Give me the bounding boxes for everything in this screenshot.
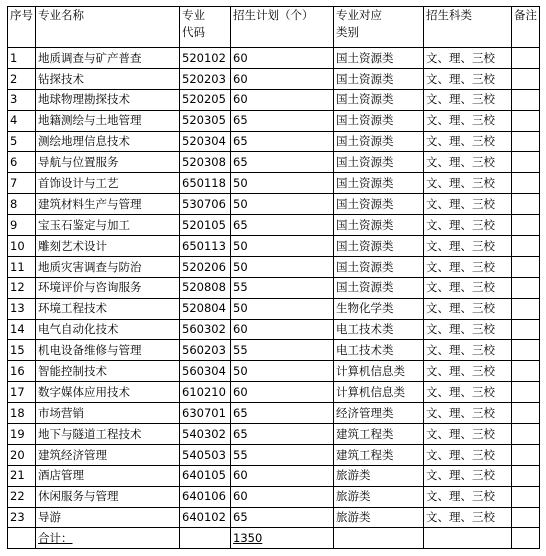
remarks-cell [512,194,540,215]
enrollment-plan-cell: 50 [231,298,334,319]
enrollment-plan-cell: 65 [231,110,334,131]
major-code-cell: 520205 [180,89,231,110]
table-row [8,131,540,152]
major-category-cell: 经济管理类 [334,403,424,424]
enrollment-subjects-cell: 文、理、三校 [424,131,512,152]
table-row [8,444,540,465]
major-category-cell: 电工技术类 [334,319,424,340]
major-code-cell: 540503 [180,444,231,465]
serial-number-cell: 11 [8,256,36,277]
enrollment-subjects-cell: 文、理、三校 [424,173,512,194]
enrollment-plan-cell: 50 [231,236,334,257]
enrollment-plan-cell: 65 [231,424,334,445]
major-category-cell: 国土资源类 [334,256,424,277]
enrollment-plan-cell: 65 [231,403,334,424]
major-name-cell: 钻探技术 [36,68,180,89]
major-code-cell: 610210 [180,382,231,403]
major-name-cell: 地球物理勘探技术 [36,89,180,110]
enrollment-plan-cell: 60 [231,319,334,340]
serial-number-cell: 3 [8,89,36,110]
header-major-code-line1: 专业 [182,8,205,22]
major-name-cell: 地籍测绘与土地管理 [36,110,180,131]
major-name-cell: 智能控制技术 [36,361,180,382]
major-name-cell: 环境工程技术 [36,298,180,319]
major-name-cell: 地质灾害调查与防治 [36,256,180,277]
major-code-cell: 520308 [180,152,231,173]
table-row [8,215,540,236]
total-empty-cell [512,528,540,549]
enrollment-subjects-cell: 文、理、三校 [424,507,512,528]
remarks-cell [512,444,540,465]
remarks-cell [512,340,540,361]
serial-number-cell: 23 [8,507,36,528]
table-row [8,68,540,89]
table-row [8,89,540,110]
major-name-cell: 地下与隧道工程技术 [36,424,180,445]
major-code-cell: 650118 [180,173,231,194]
remarks-cell [512,48,540,69]
enrollment-plan-cell: 55 [231,444,334,465]
major-name-cell: 首饰设计与工艺 [36,173,180,194]
major-name-cell: 导游 [36,507,180,528]
table-row [8,173,540,194]
enrollment-subjects-cell: 文、理、三校 [424,465,512,486]
major-code-cell: 530706 [180,194,231,215]
header-enrollment-subjects [424,7,512,48]
serial-number-cell: 19 [8,424,36,445]
major-category-cell: 建筑工程类 [334,444,424,465]
serial-number-cell: 10 [8,236,36,257]
remarks-cell [512,361,540,382]
major-category-cell: 国土资源类 [334,277,424,298]
enrollment-subjects-cell: 文、理、三校 [424,110,512,131]
enrollment-subjects-cell: 文、理、三校 [424,424,512,445]
enrollment-plan-cell: 60 [231,465,334,486]
serial-number-cell: 4 [8,110,36,131]
major-name-cell: 电气自动化技术 [36,319,180,340]
table-row [8,256,540,277]
remarks-cell [512,152,540,173]
major-category-cell: 国土资源类 [334,194,424,215]
major-name-cell: 测绘地理信息技术 [36,131,180,152]
major-category-cell: 计算机信息类 [334,361,424,382]
remarks-cell [512,277,540,298]
serial-number-cell: 14 [8,319,36,340]
remarks-cell [512,507,540,528]
table-header [8,7,540,48]
major-category-cell: 旅游类 [334,507,424,528]
total-empty-cell [334,528,424,549]
enrollment-subjects-cell: 文、理、三校 [424,256,512,277]
enrollment-plan-cell: 50 [231,173,334,194]
major-category-cell: 国土资源类 [334,215,424,236]
table-row [8,465,540,486]
major-name-cell: 数字媒体应用技术 [36,382,180,403]
serial-number-cell: 16 [8,361,36,382]
table-row [8,361,540,382]
remarks-cell [512,131,540,152]
major-category-cell: 国土资源类 [334,236,424,257]
header-major-category-line2: 类别 [336,25,359,39]
serial-number-cell: 9 [8,215,36,236]
header-enrollment-subjects-text: 招生科类 [426,8,472,22]
remarks-cell [512,68,540,89]
enrollment-subjects-cell: 文、理、三校 [424,277,512,298]
serial-number-cell: 12 [8,277,36,298]
major-code-cell: 520206 [180,256,231,277]
enrollment-subjects-cell: 文、理、三校 [424,215,512,236]
enrollment-subjects-cell: 文、理、三校 [424,298,512,319]
header-major-category-line1: 专业对应 [336,8,382,22]
table-row [8,152,540,173]
table-footer [8,528,540,549]
major-code-cell: 520305 [180,110,231,131]
serial-number-cell: 6 [8,152,36,173]
enrollment-plan-cell: 65 [231,152,334,173]
major-category-cell: 国土资源类 [334,89,424,110]
total-empty-cell [180,528,231,549]
major-name-cell: 市场营销 [36,403,180,424]
major-category-cell: 计算机信息类 [334,382,424,403]
serial-number-cell: 21 [8,465,36,486]
header-enrollment-plan-text: 招生计划（个） [233,8,314,22]
table-row [8,236,540,257]
enrollment-plan-cell: 60 [231,89,334,110]
remarks-cell [512,236,540,257]
remarks-cell [512,382,540,403]
major-name-cell: 宝玉石鉴定与加工 [36,215,180,236]
major-name-cell: 地质调查与矿产普查 [36,48,180,69]
enrollment-subjects-cell: 文、理、三校 [424,236,512,257]
enrollment-subjects-cell: 文、理、三校 [424,361,512,382]
major-name-cell: 机电设备维修与管理 [36,340,180,361]
enrollment-plan-table [7,6,540,549]
table-row [8,298,540,319]
serial-number-cell: 2 [8,68,36,89]
major-code-cell: 630701 [180,403,231,424]
serial-number-cell: 20 [8,444,36,465]
total-empty-cell [8,528,36,549]
enrollment-plan-cell: 55 [231,277,334,298]
major-code-cell: 520304 [180,131,231,152]
total-value: 1350 [233,531,263,546]
major-category-cell: 国土资源类 [334,68,424,89]
total-row [8,528,540,549]
table-row [8,486,540,507]
remarks-cell [512,173,540,194]
enrollment-subjects-cell: 文、理、三校 [424,340,512,361]
major-category-cell: 旅游类 [334,465,424,486]
table-row [8,507,540,528]
table-row [8,382,540,403]
header-remarks [512,7,540,48]
major-code-cell: 560203 [180,340,231,361]
table-row [8,277,540,298]
table-row [8,340,540,361]
table-row [8,48,540,69]
serial-number-cell: 22 [8,486,36,507]
serial-number-cell: 18 [8,403,36,424]
enrollment-subjects-cell: 文、理、三校 [424,152,512,173]
enrollment-plan-cell: 60 [231,382,334,403]
major-category-cell: 旅游类 [334,486,424,507]
table-row [8,194,540,215]
enrollment-subjects-cell: 文、理、三校 [424,444,512,465]
enrollment-subjects-cell: 文、理、三校 [424,403,512,424]
remarks-cell [512,403,540,424]
major-name-cell: 休闲服务与管理 [36,486,180,507]
enrollment-subjects-cell: 文、理、三校 [424,382,512,403]
enrollment-plan-cell: 55 [231,340,334,361]
table-row [8,403,540,424]
major-name-cell: 建筑材料生产与管理 [36,194,180,215]
table-row [8,319,540,340]
major-code-cell: 650113 [180,236,231,257]
major-category-cell: 国土资源类 [334,110,424,131]
table-body [8,48,540,528]
major-code-cell: 560302 [180,319,231,340]
serial-number-cell: 17 [8,382,36,403]
major-code-cell: 560304 [180,361,231,382]
header-serial-number [8,7,36,48]
major-category-cell: 国土资源类 [334,48,424,69]
enrollment-plan-container [7,6,540,549]
serial-number-cell: 5 [8,131,36,152]
enrollment-subjects-cell: 文、理、三校 [424,319,512,340]
major-code-cell: 640105 [180,465,231,486]
enrollment-plan-cell: 65 [231,507,334,528]
major-category-cell: 国土资源类 [334,131,424,152]
enrollment-subjects-cell: 文、理、三校 [424,68,512,89]
serial-number-cell: 1 [8,48,36,69]
header-major-code-line2: 代码 [182,25,205,39]
total-value-cell [231,528,334,549]
enrollment-plan-cell: 50 [231,361,334,382]
major-category-cell: 国土资源类 [334,152,424,173]
major-name-cell: 导航与位置服务 [36,152,180,173]
remarks-cell [512,256,540,277]
major-code-cell: 520102 [180,48,231,69]
serial-number-cell: 13 [8,298,36,319]
total-label-cell [36,528,180,549]
header-major-code [180,7,231,48]
enrollment-subjects-cell: 文、理、三校 [424,486,512,507]
major-category-cell: 电工技术类 [334,340,424,361]
header-enrollment-plan [231,7,334,48]
major-name-cell: 酒店管理 [36,465,180,486]
remarks-cell [512,89,540,110]
header-major-name [36,7,180,48]
remarks-cell [512,486,540,507]
serial-number-cell: 7 [8,173,36,194]
major-code-cell: 640102 [180,507,231,528]
enrollment-plan-cell: 60 [231,48,334,69]
enrollment-subjects-cell: 文、理、三校 [424,194,512,215]
remarks-cell [512,298,540,319]
enrollment-plan-cell: 60 [231,68,334,89]
remarks-cell [512,215,540,236]
remarks-cell [512,424,540,445]
major-code-cell: 520804 [180,298,231,319]
total-empty-cell [424,528,512,549]
enrollment-plan-cell: 50 [231,194,334,215]
header-serial-number-text: 序号 [10,8,33,22]
serial-number-cell: 8 [8,194,36,215]
enrollment-subjects-cell: 文、理、三校 [424,48,512,69]
header-remarks-text: 备注 [514,8,537,22]
major-category-cell: 国土资源类 [334,173,424,194]
major-code-cell: 520203 [180,68,231,89]
remarks-cell [512,465,540,486]
serial-number-cell: 15 [8,340,36,361]
header-major-category [334,7,424,48]
enrollment-plan-cell: 65 [231,131,334,152]
header-major-name-text: 专业名称 [38,8,84,22]
table-row [8,424,540,445]
major-code-cell: 540302 [180,424,231,445]
major-name-cell: 建筑经济管理 [36,444,180,465]
major-category-cell: 建筑工程类 [334,424,424,445]
total-label: 合计： [38,531,73,546]
header-row [8,7,540,48]
enrollment-plan-cell: 50 [231,256,334,277]
major-code-cell: 640106 [180,486,231,507]
enrollment-plan-cell: 65 [231,215,334,236]
major-name-cell: 雕刻艺术设计 [36,236,180,257]
remarks-cell [512,319,540,340]
major-code-cell: 520808 [180,277,231,298]
major-name-cell: 环境评价与咨询服务 [36,277,180,298]
major-code-cell: 520105 [180,215,231,236]
major-category-cell: 生物化学类 [334,298,424,319]
enrollment-plan-cell: 60 [231,486,334,507]
remarks-cell [512,110,540,131]
enrollment-subjects-cell: 文、理、三校 [424,89,512,110]
table-row [8,110,540,131]
